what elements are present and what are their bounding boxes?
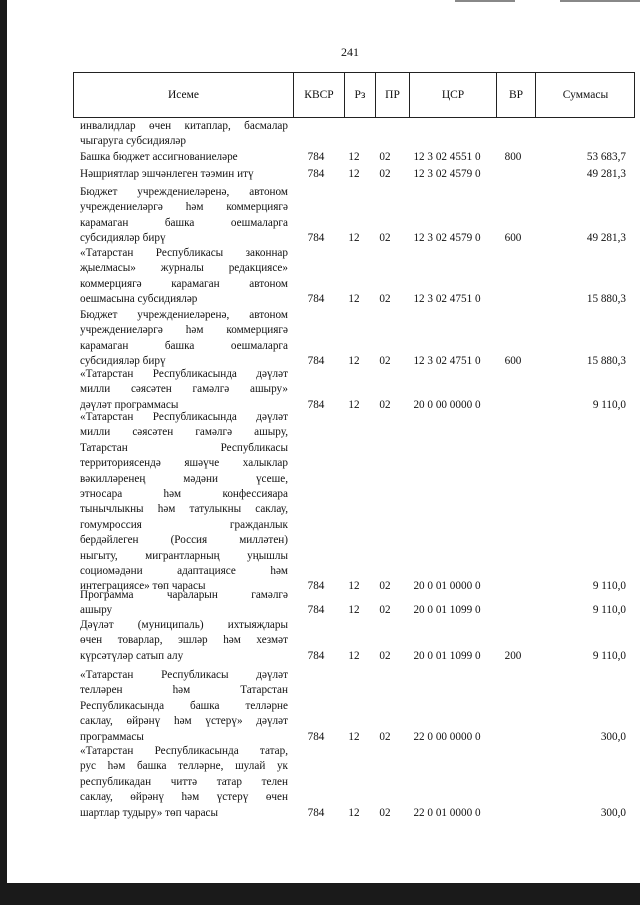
- row-rz: 12: [348, 168, 360, 180]
- scan-top-mark: [455, 0, 515, 2]
- row-sum: 49 281,3: [586, 232, 626, 245]
- row-pr: 02: [379, 806, 391, 819]
- row-sum: 9 110,0: [592, 398, 626, 411]
- row-name-line: милли сәясәтен гамәлгә ашыру,: [80, 426, 288, 439]
- row-csr: 20 0 00 0000 0: [413, 398, 481, 411]
- row-kvsr: 784: [307, 355, 325, 368]
- row-kvsr: 784: [307, 398, 325, 411]
- row-name-line: шартлар тудыру» төп чарасы: [80, 806, 219, 819]
- row-rz: 12: [348, 355, 360, 368]
- row-name-line: этносара һәм конфессияара: [80, 488, 288, 500]
- row-pr: 02: [379, 168, 391, 180]
- row-name-line: карамаган башка оешмаларга: [80, 216, 288, 229]
- row-sum: 9 110,0: [592, 604, 626, 617]
- row-name-line: республикадан читтә татар телен: [80, 775, 288, 788]
- row-csr: 12 3 02 4551 0: [413, 151, 481, 163]
- row-sum: 300,0: [600, 730, 626, 743]
- row-name-line: «Татарстан Республикасында татар,: [80, 745, 288, 757]
- row-name-line: Бюджет учреждениеләренә, автоном: [80, 186, 288, 198]
- row-name-line: субсидияләр бирү: [80, 232, 166, 245]
- scan-top-mark: [560, 0, 640, 2]
- row-name-line: оешмасына субсидияләр: [80, 293, 198, 306]
- row-name-line: Дәүләт (муниципаль) ихтыяҗлары: [80, 619, 288, 631]
- row-pr: 02: [379, 232, 391, 245]
- row-name-line: саклау, өйрәнү һәм үстерү» дәүләт: [80, 715, 288, 728]
- row-name-line: телләрен һәм Татарстан: [80, 684, 288, 697]
- row-vr: 600: [504, 232, 522, 245]
- row-name-line: Бюджет учреждениеләренә, автоном: [80, 309, 288, 321]
- row-csr: 22 0 00 0000 0: [413, 730, 481, 743]
- header-kvsr: КВСР: [294, 73, 345, 117]
- row-rz: 12: [348, 806, 360, 819]
- row-kvsr: 784: [307, 604, 325, 617]
- row-vr: 800: [504, 151, 522, 163]
- row-name-line: тынычлыкны һәм татулыкны саклау,: [80, 503, 288, 516]
- row-name-line: «Татарстан Республикасында дәүләт: [80, 411, 288, 423]
- row-pr: 02: [379, 398, 391, 411]
- row-pr: 02: [379, 580, 391, 593]
- row-csr: 20 0 01 0000 0: [413, 580, 481, 593]
- row-csr: 12 3 02 4751 0: [413, 355, 481, 368]
- row-kvsr: 784: [307, 293, 325, 306]
- row-name-line: рус һәм башка телләрне, шулай ук: [80, 760, 288, 773]
- row-pr: 02: [379, 151, 391, 163]
- row-pr: 02: [379, 355, 391, 368]
- row-name-line: Татарстан Республикасы: [80, 441, 288, 454]
- row-name-line: «Татарстан Республикасында дәүләт: [80, 368, 288, 380]
- row-name-line: саклау, өйрәнү һәм үстерү өчен: [80, 791, 288, 804]
- row-kvsr: 784: [307, 151, 325, 163]
- row-name-line: чыгаруга субсидияләр: [80, 135, 186, 148]
- row-name-line: бердәйлеген (Россия милләтен): [80, 534, 288, 547]
- page-number: 241: [341, 45, 359, 59]
- row-rz: 12: [348, 398, 360, 411]
- row-pr: 02: [379, 293, 391, 306]
- row-sum: 300,0: [600, 806, 626, 819]
- scan-left-edge: [0, 0, 7, 905]
- row-name-line: өчен товарлар, эшләр һәм хезмәт: [80, 634, 288, 647]
- row-name-line: Нәшриятлар эшчәнлеген тәэмин итү: [80, 168, 254, 180]
- header-pr: ПР: [376, 73, 410, 117]
- row-csr: 12 3 02 4579 0: [413, 168, 481, 180]
- row-name-line: дәүләт программасы: [80, 398, 179, 411]
- row-name-line: субсидияләр бирү: [80, 355, 166, 368]
- row-name-line: җыелмасы» журналы редакциясе»: [80, 262, 288, 275]
- row-csr: 12 3 02 4751 0: [413, 293, 481, 306]
- row-csr: 20 0 01 1099 0: [413, 604, 481, 617]
- row-sum: 15 880,3: [586, 355, 626, 368]
- row-name-line: инвалидлар өчен китаплар, басмалар: [80, 120, 288, 132]
- row-pr: 02: [379, 604, 391, 617]
- row-rz: 12: [348, 293, 360, 306]
- row-rz: 12: [348, 604, 360, 617]
- row-name-line: ныгыту, мигрантларның уңышлы: [80, 549, 288, 562]
- row-name-line: Башка бюджет ассигнованиеләре: [80, 151, 238, 163]
- header-sum: Суммасы: [562, 89, 609, 101]
- row-vr: 600: [504, 355, 522, 368]
- row-name-line: Республикасында башка телләрне: [80, 699, 288, 712]
- header-vr: ВР: [497, 73, 536, 117]
- header-name: Исеме: [74, 73, 294, 117]
- row-rz: 12: [348, 151, 360, 163]
- row-name-line: интеграциясе» төп чарасы: [80, 580, 206, 593]
- row-csr: 22 0 01 0000 0: [413, 806, 481, 819]
- row-sum: 9 110,0: [592, 649, 626, 662]
- row-vr: 200: [504, 649, 522, 662]
- row-sum: 49 281,3: [586, 168, 626, 180]
- row-rz: 12: [348, 580, 360, 593]
- row-kvsr: 784: [307, 806, 325, 819]
- row-pr: 02: [379, 730, 391, 743]
- row-csr: 20 0 01 1099 0: [413, 649, 481, 662]
- row-name-line: социомәдәни адаптациясе һәм: [80, 565, 288, 577]
- row-csr: 12 3 02 4579 0: [413, 232, 481, 245]
- row-name-line: вәкилләренең мәдәни үсеше,: [80, 472, 288, 485]
- row-name-line: программасы: [80, 730, 144, 743]
- row-name-line: милли сәясәтен гамәлгә ашыру»: [80, 383, 288, 396]
- row-name-line: «Татарстан Республикасы дәүләт: [80, 669, 288, 681]
- row-kvsr: 784: [307, 232, 325, 245]
- header-rz: Рз: [345, 73, 376, 117]
- row-name-line: гомумроссия гражданлык: [80, 518, 288, 531]
- row-name-line: территориясендә яшәүче халыклар: [80, 457, 288, 470]
- row-pr: 02: [379, 649, 391, 662]
- header-csr: ЦСР: [410, 73, 497, 117]
- row-name-line: күрсәтүләр сатып алу: [80, 649, 184, 662]
- row-name-line: ашыру: [80, 604, 113, 617]
- row-name-line: «Татарстан Республикасы законнар: [80, 247, 288, 259]
- row-name-line: учреждениеләргә һәм коммерциягә: [80, 201, 288, 214]
- row-sum: 9 110,0: [592, 580, 626, 593]
- table-header: [73, 72, 635, 118]
- row-name-line: Программа чараларын гамәлгә: [80, 589, 288, 601]
- row-rz: 12: [348, 649, 360, 662]
- row-kvsr: 784: [307, 649, 325, 662]
- row-kvsr: 784: [307, 580, 325, 593]
- row-rz: 12: [348, 232, 360, 245]
- row-name-line: коммерциягә карамаган автоном: [80, 277, 288, 290]
- row-kvsr: 784: [307, 730, 325, 743]
- row-rz: 12: [348, 730, 360, 743]
- scan-bottom-edge: [0, 883, 640, 905]
- row-name-line: учреждениеләргә һәм коммерциягә: [80, 324, 288, 337]
- row-kvsr: 784: [307, 168, 325, 180]
- row-sum: 15 880,3: [586, 293, 626, 306]
- row-sum: 53 683,7: [586, 151, 626, 163]
- row-name-line: карамаган башка оешмаларга: [80, 339, 288, 352]
